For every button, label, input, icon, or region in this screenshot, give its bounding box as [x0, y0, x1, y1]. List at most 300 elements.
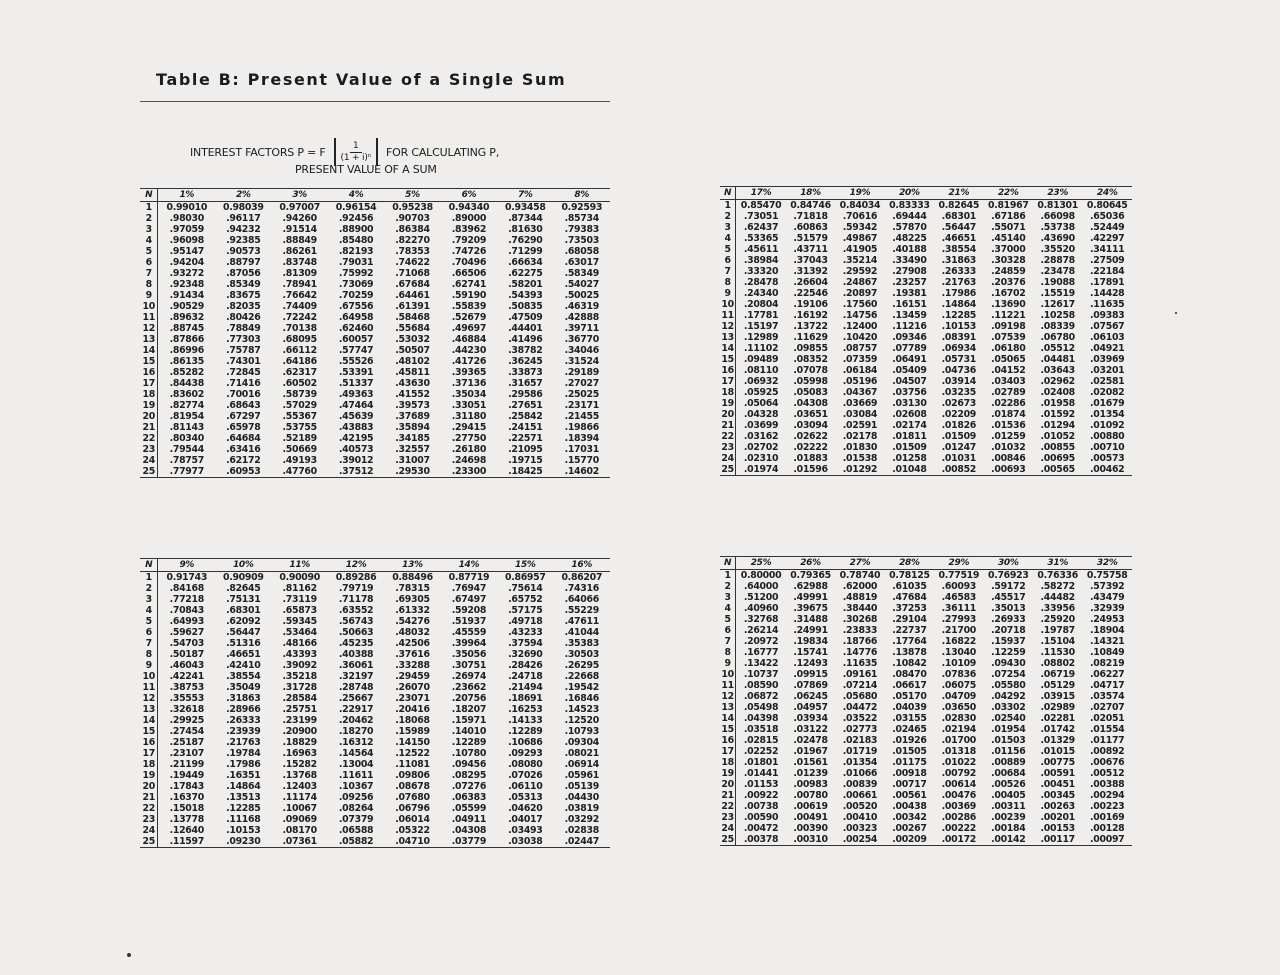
- column-header-rate: 1%: [158, 189, 215, 202]
- pv-factor-cell: .54027: [564, 279, 599, 290]
- pv-factor-cell: .03651: [793, 409, 828, 420]
- pv-factor-cell: .42506: [395, 638, 430, 649]
- pv-factor-cell: .01954: [991, 724, 1026, 735]
- pv-factor-cell: .06934: [941, 343, 977, 354]
- pv-factor-cell: .35383: [564, 638, 599, 649]
- pv-factor-cell: .00717: [892, 779, 927, 790]
- table-row: [140, 378, 610, 389]
- pv-factor-cell: .55229: [564, 605, 599, 616]
- pv-factor-cell: .00983: [793, 779, 828, 790]
- pv-table-17-24: [720, 186, 1132, 476]
- table-row: [140, 836, 610, 848]
- pv-factor-cell: .39092: [282, 660, 317, 671]
- pv-factor-cell: .13422: [743, 658, 779, 669]
- period-n: 16: [721, 365, 734, 376]
- pv-factor-cell: .83748: [282, 257, 317, 268]
- period-n: 8: [140, 649, 158, 660]
- pv-factor-cell: .00775: [1040, 757, 1075, 768]
- pv-factor-cell: .23833: [842, 625, 878, 636]
- pv-factor-cell: .00695: [1040, 453, 1075, 464]
- pv-factor-cell: .01015: [1040, 746, 1075, 757]
- pv-factor-cell: 0.78740: [839, 570, 881, 581]
- pv-factor-cell: .13768: [282, 770, 317, 781]
- table-row: [720, 834, 1132, 846]
- pv-factor-cell: .82645: [226, 583, 261, 594]
- pv-factor-cell: .12285: [941, 310, 977, 321]
- pv-factor-cell: .02622: [793, 431, 828, 442]
- table-row: [720, 266, 1132, 277]
- pv-factor-cell: .81162: [282, 583, 317, 594]
- pv-factor-cell: .24991: [793, 625, 828, 636]
- table-row: [720, 658, 1132, 669]
- period-n: 9: [720, 288, 736, 299]
- pv-factor-cell: .23478: [1040, 266, 1075, 277]
- pv-factor-cell: .44482: [1040, 592, 1075, 603]
- column-header-n: N: [720, 187, 736, 200]
- pv-factor-cell: .70843: [169, 605, 204, 616]
- pv-factor-cell: .28878: [1040, 255, 1075, 266]
- table-row: [140, 649, 610, 660]
- pv-factor-cell: .38984: [743, 255, 779, 266]
- pv-factor-cell: .21199: [169, 759, 204, 770]
- pv-factor-cell: .09069: [282, 814, 317, 825]
- pv-factor-cell: .01554: [1090, 724, 1125, 735]
- period-n: 14: [721, 343, 734, 354]
- pv-factor-cell: .80340: [169, 433, 204, 444]
- pv-factor-cell: .56447: [941, 222, 977, 233]
- pv-factor-cell: 0.91743: [166, 572, 208, 583]
- table-row: [140, 235, 610, 246]
- table-row: [720, 431, 1132, 442]
- pv-factor-cell: 0.76336: [1037, 570, 1079, 581]
- pv-factor-cell: .00491: [793, 812, 828, 823]
- pv-factor-cell: .06719: [1040, 669, 1075, 680]
- pv-factor-cell: .20376: [991, 277, 1026, 288]
- pv-factor-cell: .25667: [338, 693, 374, 704]
- pv-factor-cell: .07869: [793, 680, 828, 691]
- pv-factor-cell: .75131: [226, 594, 261, 605]
- pv-factor-cell: .16192: [793, 310, 828, 321]
- column-header-rate: 5%: [384, 189, 440, 202]
- pv-factor-cell: .24953: [1090, 614, 1125, 625]
- column-header-rate: 22%: [984, 187, 1033, 200]
- pv-factor-cell: .71416: [226, 378, 261, 389]
- pv-factor-cell: .00520: [842, 801, 878, 812]
- pv-factor-cell: .12640: [169, 825, 204, 836]
- pv-factor-cell: .93272: [169, 268, 204, 279]
- pv-factor-cell: .05599: [451, 803, 487, 814]
- pv-factor-cell: .03699: [743, 420, 779, 431]
- pv-factor-cell: .09198: [991, 321, 1026, 332]
- pv-factor-cell: .32557: [395, 444, 430, 455]
- pv-factor-cell: .01561: [793, 757, 828, 768]
- pv-factor-cell: .06075: [941, 680, 977, 691]
- pv-factor-cell: .31488: [793, 614, 828, 625]
- table-row: [140, 693, 610, 704]
- period-n: 23: [140, 444, 158, 455]
- pv-factor-cell: .50663: [338, 627, 374, 638]
- pv-factor-cell: .81143: [169, 422, 204, 433]
- pv-factor-cell: .27027: [564, 378, 599, 389]
- pv-factor-cell: .86261: [282, 246, 317, 257]
- pv-factor-cell: .69444: [892, 211, 927, 222]
- pv-factor-cell: .88900: [338, 224, 374, 235]
- pv-factor-cell: 0.95238: [392, 202, 433, 213]
- pv-factor-cell: .98030: [169, 213, 204, 224]
- pv-factor-cell: .37616: [395, 649, 430, 660]
- pv-factor-cell: .00169: [1090, 812, 1125, 823]
- pv-factor-cell: .62172: [226, 455, 261, 466]
- pv-factor-cell: .57392: [1090, 581, 1125, 592]
- pv-factor-cell: .07276: [451, 781, 487, 792]
- pv-factor-cell: .09806: [395, 770, 430, 781]
- pv-factor-cell: .19715: [508, 455, 543, 466]
- pv-factor-cell: .71068: [395, 268, 430, 279]
- period-n: 21: [140, 422, 158, 433]
- pv-factor-cell: .39964: [451, 638, 487, 649]
- table-row: [140, 715, 610, 726]
- pv-factor-cell: .41726: [451, 356, 487, 367]
- pv-factor-cell: .02447: [554, 836, 610, 848]
- pv-factor-cell: .72845: [226, 367, 261, 378]
- pv-factor-cell: .69305: [395, 594, 430, 605]
- pv-factor-cell: .60502: [282, 378, 317, 389]
- pv-factor-cell: .22546: [793, 288, 828, 299]
- formula-fraction: [341, 141, 372, 164]
- pv-factor-cell: .85734: [564, 213, 599, 224]
- pv-factor-cell: .01441: [743, 768, 779, 779]
- pv-factor-cell: .57175: [508, 605, 543, 616]
- period-n: 13: [721, 332, 734, 343]
- pv-factor-cell: .00684: [991, 768, 1026, 779]
- pv-factor-cell: .10842: [892, 658, 927, 669]
- period-n: 13: [140, 704, 158, 715]
- pv-factor-cell: .01811: [892, 431, 927, 442]
- pv-factor-cell: .29586: [508, 389, 543, 400]
- period-n: 1: [140, 202, 158, 214]
- period-n: 17: [721, 376, 734, 387]
- pv-factor-cell: .15937: [991, 636, 1026, 647]
- period-n: 20: [140, 781, 158, 792]
- pv-factor-cell: .01505: [892, 746, 927, 757]
- pv-factor-cell: .31728: [282, 682, 317, 693]
- column-header-rate: 32%: [1082, 557, 1132, 570]
- period-n: 4: [720, 603, 736, 614]
- column-header-rate: 30%: [984, 557, 1033, 570]
- period-n: 3: [720, 222, 736, 233]
- pv-factor-cell: .00738: [743, 801, 779, 812]
- pv-factor-cell: .00476: [941, 790, 977, 801]
- pv-factor-cell: .29592: [842, 266, 878, 277]
- page-title: Table B: Present Value of a Single Sum: [156, 70, 567, 89]
- pv-factor-cell: .67556: [338, 301, 374, 312]
- pv-factor-cell: .02989: [1040, 702, 1075, 713]
- pv-factor-cell: .16351: [226, 770, 261, 781]
- pv-factor-cell: .29530: [384, 466, 440, 478]
- period-n: 2: [140, 213, 158, 224]
- pv-factor-cell: .58272: [1040, 581, 1075, 592]
- pv-factor-cell: .90703: [395, 213, 430, 224]
- pv-factor-cell: .12400: [842, 321, 878, 332]
- pv-factor-cell: .08170: [282, 825, 317, 836]
- pv-factor-cell: .29925: [169, 715, 204, 726]
- table-row: [140, 345, 610, 356]
- pv-factor-cell: .59190: [451, 290, 487, 301]
- period-n: 3: [140, 594, 158, 605]
- pv-factor-cell: .59627: [169, 627, 204, 638]
- pv-factor-cell: .00792: [941, 768, 977, 779]
- pv-factor-cell: .15741: [793, 647, 828, 658]
- column-header-rate: 12%: [328, 559, 384, 572]
- period-n: 13: [721, 702, 734, 713]
- pv-factor-cell: 0.84746: [790, 200, 831, 211]
- pv-factor-cell: .58739: [282, 389, 317, 400]
- table-row: [140, 572, 610, 584]
- pv-factor-cell: .46583: [941, 592, 977, 603]
- pv-factor-cell: .28966: [226, 704, 261, 715]
- period-n: 2: [140, 583, 158, 594]
- pv-factor-cell: .30503: [564, 649, 599, 660]
- pv-factor-cell: .55367: [282, 411, 317, 422]
- pv-factor-cell: .00184: [991, 823, 1026, 834]
- pv-factor-cell: .02082: [1090, 387, 1125, 398]
- period-n: 22: [140, 433, 158, 444]
- pv-factor-cell: .64993: [169, 616, 204, 627]
- pv-factor-cell: .53755: [282, 422, 317, 433]
- pv-factor-cell: .00526: [991, 779, 1026, 790]
- pv-factor-cell: .12522: [395, 748, 430, 759]
- column-header-rate: 15%: [497, 559, 553, 572]
- pv-factor-cell: .00892: [1090, 746, 1125, 757]
- pv-factor-cell: .88745: [169, 323, 204, 334]
- pv-factor-cell: .53391: [338, 367, 374, 378]
- table-row: [140, 312, 610, 323]
- pv-factor-cell: .01826: [941, 420, 977, 431]
- pv-factor-cell: .08080: [508, 759, 543, 770]
- pv-factor-cell: .79209: [451, 235, 487, 246]
- period-n: 5: [140, 246, 158, 257]
- pv-factor-cell: .10849: [1090, 647, 1125, 658]
- pv-factor-cell: .82193: [338, 246, 374, 257]
- table-row: [140, 257, 610, 268]
- pv-factor-cell: .17843: [169, 781, 204, 792]
- period-n: 8: [720, 277, 736, 288]
- pv-factor-cell: .02773: [842, 724, 878, 735]
- pv-factor-cell: .03094: [793, 420, 828, 431]
- pv-factor-cell: .70496: [451, 257, 487, 268]
- period-n: 3: [140, 224, 158, 235]
- table-row: [720, 299, 1132, 310]
- pv-factor-cell: .17891: [1090, 277, 1125, 288]
- pv-factor-cell: .46651: [226, 649, 261, 660]
- pv-factor-cell: .03235: [941, 387, 977, 398]
- pv-factor-cell: .39573: [395, 400, 430, 411]
- pv-factor-cell: .18425: [497, 466, 553, 478]
- formula-denominator: (1 + i)ⁿ: [340, 152, 372, 163]
- pv-factor-cell: .18829: [282, 737, 317, 748]
- pv-factor-cell: .74301: [226, 356, 261, 367]
- pv-factor-cell: .14776: [842, 647, 878, 658]
- pv-factor-cell: .32197: [338, 671, 374, 682]
- pv-factor-cell: .53032: [395, 334, 430, 345]
- pv-factor-cell: .00693: [984, 464, 1033, 476]
- pv-factor-cell: .04430: [564, 792, 599, 803]
- pv-factor-cell: .22668: [564, 671, 599, 682]
- pv-factor-cell: .01259: [991, 431, 1026, 442]
- pv-factor-cell: .62092: [226, 616, 261, 627]
- table-row: [720, 768, 1132, 779]
- table-row: [720, 211, 1132, 222]
- pv-factor-cell: .20804: [743, 299, 779, 310]
- pv-factor-cell: .15519: [1040, 288, 1075, 299]
- column-header-rate: 2%: [215, 189, 271, 202]
- period-n: 5: [720, 244, 736, 255]
- pv-factor-cell: .50187: [169, 649, 204, 660]
- pv-factor-cell: .13778: [169, 814, 204, 825]
- pv-factor-cell: .01032: [991, 442, 1026, 453]
- pv-factor-cell: .12989: [743, 332, 779, 343]
- period-n: 19: [721, 398, 734, 409]
- period-n: 10: [721, 669, 734, 680]
- pv-factor-cell: .08391: [941, 332, 977, 343]
- period-n: 9: [720, 658, 736, 669]
- column-header-rate: 3%: [271, 189, 327, 202]
- pv-factor-cell: .19381: [892, 288, 927, 299]
- pv-factor-cell: .22737: [892, 625, 927, 636]
- table-row: [720, 636, 1132, 647]
- pv-factor-cell: .02707: [1090, 702, 1125, 713]
- pv-factor-cell: .04152: [991, 365, 1026, 376]
- pv-factor-cell: .03122: [793, 724, 828, 735]
- pv-factor-cell: .07836: [941, 669, 977, 680]
- pv-factor-cell: .15104: [1040, 636, 1075, 647]
- pv-factor-cell: .14321: [1090, 636, 1125, 647]
- pv-factor-cell: .13459: [892, 310, 927, 321]
- pv-factor-cell: .05961: [564, 770, 599, 781]
- pv-factor-cell: .01719: [842, 746, 878, 757]
- pv-factor-cell: .28478: [743, 277, 779, 288]
- pv-factor-cell: .31392: [793, 266, 828, 277]
- pv-factor-cell: .64958: [338, 312, 374, 323]
- table-row: [140, 748, 610, 759]
- pv-factor-cell: .35056: [451, 649, 487, 660]
- pv-factor-cell: .59208: [451, 605, 487, 616]
- pv-factor-cell: .31007: [395, 455, 430, 466]
- pv-factor-cell: .05129: [1040, 680, 1075, 691]
- header-row: [140, 189, 610, 202]
- pv-factor-cell: .10737: [743, 669, 779, 680]
- pv-factor-cell: .45811: [395, 367, 430, 378]
- pv-factor-cell: .43233: [508, 627, 543, 638]
- pv-factor-cell: .17031: [564, 444, 599, 455]
- pv-factor-cell: .55839: [451, 301, 487, 312]
- period-n: 20: [140, 411, 158, 422]
- pv-factor-cell: .29459: [395, 671, 430, 682]
- pv-factor-cell: .39365: [451, 367, 487, 378]
- pv-factor-cell: .45517: [991, 592, 1026, 603]
- pv-factor-cell: .03969: [1090, 354, 1125, 365]
- pv-factor-cell: .14864: [941, 299, 977, 310]
- pv-factor-cell: .05409: [892, 365, 927, 376]
- table-row: [140, 704, 610, 715]
- pv-factor-cell: .37043: [793, 255, 828, 266]
- pv-factor-cell: .72242: [282, 312, 317, 323]
- pv-factor-cell: .30328: [991, 255, 1026, 266]
- pv-factor-cell: .41552: [395, 389, 430, 400]
- pv-factor-cell: .01596: [786, 464, 835, 476]
- pv-factor-cell: .00451: [1040, 779, 1075, 790]
- pv-factor-cell: .34046: [564, 345, 599, 356]
- pv-factor-cell: 0.88496: [392, 572, 433, 583]
- pv-factor-cell: .32768: [743, 614, 779, 625]
- pv-factor-cell: .64000: [743, 581, 779, 592]
- pv-factor-cell: .82270: [395, 235, 430, 246]
- pv-factor-cell: .20972: [743, 636, 779, 647]
- pv-factor-cell: .00311: [991, 801, 1026, 812]
- pv-factor-cell: .13690: [991, 299, 1026, 310]
- pv-factor-cell: .59345: [282, 616, 317, 627]
- pv-factor-cell: 0.78125: [889, 570, 930, 581]
- table-row: [140, 825, 610, 836]
- pv-factor-cell: .78849: [226, 323, 261, 334]
- pv-factor-cell: .01592: [1040, 409, 1075, 420]
- pv-factor-cell: .95147: [169, 246, 204, 257]
- pv-factor-cell: .51200: [743, 592, 779, 603]
- pv-factor-cell: .50025: [564, 290, 599, 301]
- pv-factor-cell: .88797: [226, 257, 261, 268]
- pv-factor-cell: .46651: [941, 233, 977, 244]
- pv-factor-cell: .06780: [1040, 332, 1075, 343]
- pv-factor-cell: .20416: [395, 704, 430, 715]
- pv-factor-cell: .17781: [743, 310, 779, 321]
- pv-factor-cell: .78941: [282, 279, 317, 290]
- pv-factor-cell: .09304: [564, 737, 599, 748]
- pv-factor-cell: .01538: [842, 453, 878, 464]
- table-row: [140, 367, 610, 378]
- pv-factor-cell: .33873: [508, 367, 543, 378]
- pv-factor-cell: .70259: [338, 290, 374, 301]
- pv-factor-cell: .14756: [842, 310, 878, 321]
- column-header-n: N: [720, 557, 736, 570]
- pv-factor-cell: .01700: [941, 735, 977, 746]
- pv-factor-cell: .80426: [226, 312, 261, 323]
- period-n: 6: [720, 625, 736, 636]
- pv-factor-cell: .15971: [451, 715, 487, 726]
- period-n: 1: [720, 570, 736, 582]
- period-n: 5: [140, 616, 158, 627]
- pv-factor-cell: .09293: [508, 748, 543, 759]
- pv-factor-cell: .10067: [282, 803, 317, 814]
- table-row: [140, 792, 610, 803]
- table-row: [720, 669, 1132, 680]
- pv-factor-cell: .32618: [169, 704, 204, 715]
- pv-factor-cell: .07680: [395, 792, 430, 803]
- pv-factor-cell: .62437: [743, 222, 779, 233]
- table-row: [720, 343, 1132, 354]
- pv-factor-cell: .00267: [892, 823, 927, 834]
- pv-factor-cell: 0.86207: [561, 572, 603, 583]
- pv-factor-cell: .68301: [226, 605, 261, 616]
- pv-factor-cell: .26295: [564, 660, 599, 671]
- formula-bracket: [334, 138, 379, 166]
- table-row: [720, 790, 1132, 801]
- pv-factor-cell: .27454: [169, 726, 204, 737]
- pv-factor-cell: .19866: [564, 422, 599, 433]
- pv-factor-cell: .76947: [451, 583, 487, 594]
- period-n: 16: [721, 735, 734, 746]
- pv-factor-cell: .33320: [743, 266, 779, 277]
- pv-factor-cell: .10780: [451, 748, 487, 759]
